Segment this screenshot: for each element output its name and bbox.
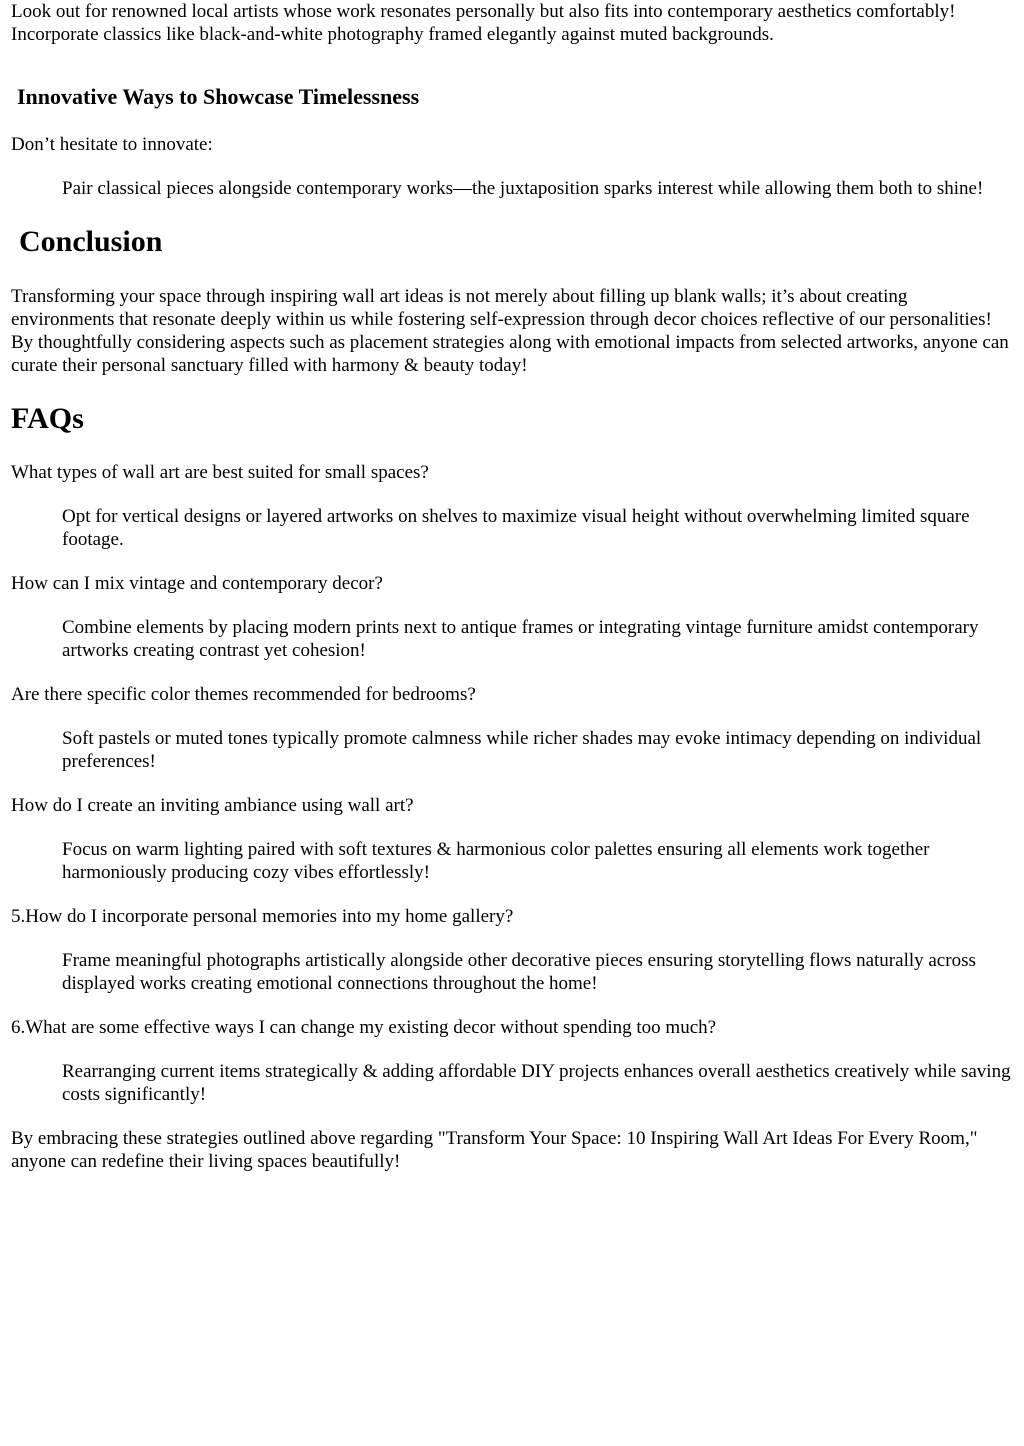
faq-answer-text: Soft pastels or muted tones typically promote calmness while richer shades may evoke intimacy depending on individual preferences!	[62, 728, 982, 772]
innovative-lead: Don’t hesitate to innovate:	[11, 134, 213, 155]
section-heading-faqs: FAQs	[11, 402, 84, 435]
faq-question-5: 5.How do I incorporate personal memories into my home gallery?	[11, 906, 514, 927]
innovative-quote	[62, 177, 1015, 200]
faq-question-1: What types of wall art are best suited for small spaces?	[11, 462, 429, 483]
faq-answer-text: Opt for vertical designs or layered artworks on shelves to maximize visual height without overwhelming limited square footage.	[62, 506, 970, 550]
faq-answer-4	[62, 838, 1015, 884]
faq-answer-text: Frame meaningful photographs artistically alongside other decorative pieces ensuring storytelling flows naturally across displayed works creating emotional connections throughout the home!	[62, 950, 976, 994]
intro-paragraph: Look out for renowned local artists whose work resonates personally but also fits into contemporary aesthetics comfortably! Incorporate classics like black-and-white photography framed elegantly against muted backgrounds.	[11, 1, 956, 45]
section-heading-conclusion: Conclusion	[19, 225, 163, 258]
faq-answer-3	[62, 727, 1015, 773]
faq-question-6: 6.What are some effective ways I can change my existing decor without spending too much?	[11, 1017, 717, 1038]
section-heading-innovative: Innovative Ways to Showcase Timelessness	[17, 84, 420, 109]
faq-answer-5	[62, 949, 1015, 995]
faq-answer-2	[62, 616, 1015, 662]
conclusion-paragraph: Transforming your space through inspiring wall art ideas is not merely about filling up blank walls; it’s about creating environments that resonate deeply within us while fostering self-expression through decor choices reflective of our personalities! By thoughtfully considering aspects such as placement strategies along with emotional impacts from selected artworks, anyone can curate their personal sanctuary filled with harmony & beauty today!	[11, 286, 1009, 376]
faq-answer-text: Focus on warm lighting paired with soft textures & harmonious color palettes ensuring all elements work together harmoniously producing cozy vibes effortlessly!	[62, 839, 930, 883]
faq-question-4: How do I create an inviting ambiance using wall art?	[11, 795, 414, 816]
faq-answer-text: Rearranging current items strategically & adding affordable DIY projects enhances overall aesthetics creatively while saving costs significantly!	[62, 1061, 1011, 1105]
faq-answer-6	[62, 1060, 1015, 1106]
faq-question-3: Are there specific color themes recommended for bedrooms?	[11, 684, 476, 705]
innovative-quote-text: Pair classical pieces alongside contemporary works—the juxtaposition sparks interest while allowing them both to shine!	[62, 178, 984, 199]
faq-question-2: How can I mix vintage and contemporary decor?	[11, 573, 383, 594]
closing-paragraph: By embracing these strategies outlined above regarding "Transform Your Space: 10 Inspiring Wall Art Ideas For Every Room," anyone can redefine their living spaces beautifully!	[11, 1128, 978, 1172]
faq-answer-1	[62, 505, 1015, 551]
faq-answer-text: Combine elements by placing modern prints next to antique frames or integrating vintage furniture amidst contemporary artworks creating contrast yet cohesion!	[62, 617, 979, 661]
